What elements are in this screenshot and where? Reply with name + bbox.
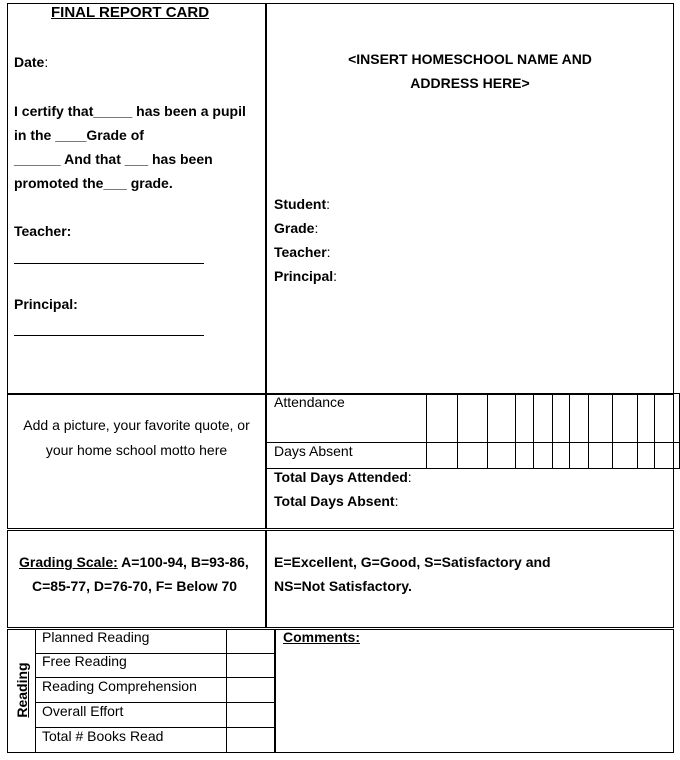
days-absent-cell[interactable] bbox=[655, 443, 680, 469]
certify-line-2: in the ____Grade of bbox=[14, 127, 144, 143]
attendance-cell[interactable] bbox=[516, 394, 534, 443]
teacher-row bbox=[274, 244, 331, 260]
student-label: Student bbox=[274, 196, 327, 212]
days-absent-cell[interactable] bbox=[637, 443, 655, 469]
date-label: Date bbox=[14, 54, 45, 70]
attendance-cell[interactable] bbox=[570, 394, 589, 443]
attendance-cell[interactable] bbox=[613, 394, 637, 443]
school-name-line-2: ADDRESS HERE> bbox=[410, 75, 530, 91]
days-absent-cell[interactable] bbox=[588, 443, 612, 469]
grading-scale-line-1 bbox=[19, 554, 249, 570]
student-row bbox=[274, 196, 330, 212]
days-absent-cell[interactable] bbox=[516, 443, 534, 469]
report-card-title: FINAL REPORT CARD bbox=[51, 4, 210, 21]
effort-scale-line-2: NS=Not Satisfactory. bbox=[274, 578, 412, 594]
picture-line-2: your home school motto here bbox=[45, 442, 228, 458]
attendance-cell[interactable] bbox=[588, 394, 612, 443]
reading-side-divider bbox=[35, 629, 36, 753]
student-colon: : bbox=[326, 196, 330, 212]
principal-colon: : bbox=[333, 268, 338, 284]
grading-scale-line-2: C=85-77, D=76-70, F= Below 70 bbox=[32, 578, 238, 594]
attendance-label: Attendance bbox=[274, 394, 345, 410]
comments-panel[interactable] bbox=[275, 629, 674, 753]
days-absent-label-cell bbox=[267, 443, 427, 469]
picture-panel[interactable] bbox=[7, 394, 266, 529]
principal-signature-line[interactable] bbox=[14, 335, 204, 336]
reading-row-label: Overall Effort bbox=[42, 703, 124, 719]
attendance-cell[interactable] bbox=[552, 394, 570, 443]
teacher-label: Teacher bbox=[274, 244, 327, 260]
grading-scale-label: Grading Scale: bbox=[19, 554, 118, 570]
reading-grade-cell[interactable] bbox=[226, 654, 275, 678]
days-absent-cell[interactable] bbox=[570, 443, 589, 469]
grade-row bbox=[274, 220, 318, 236]
teacher-signature-line[interactable] bbox=[14, 263, 204, 264]
attendance-cell[interactable] bbox=[533, 394, 552, 443]
attendance-label-cell bbox=[267, 394, 427, 443]
total-days-absent-row bbox=[274, 493, 398, 509]
total-days-absent-label: Total Days Absent bbox=[274, 493, 395, 509]
reading-grade-cell[interactable] bbox=[226, 703, 275, 728]
principal-signature-label: Principal: bbox=[14, 296, 78, 312]
date-colon: : bbox=[44, 54, 49, 70]
certify-line-4: promoted the___ grade. bbox=[14, 175, 173, 191]
teacher-signature-label: Teacher: bbox=[14, 223, 72, 239]
grade-colon: : bbox=[314, 220, 319, 236]
attendance-cell[interactable] bbox=[427, 394, 457, 443]
school-name-line-1: <INSERT HOMESCHOOL NAME AND bbox=[348, 51, 592, 67]
reading-grade-cell[interactable] bbox=[226, 678, 275, 703]
reading-row-label: Free Reading bbox=[42, 653, 127, 669]
days-absent-cell[interactable] bbox=[552, 443, 570, 469]
comments-label: Comments: bbox=[283, 629, 361, 645]
date-row bbox=[14, 54, 48, 70]
days-absent-cell[interactable] bbox=[533, 443, 552, 469]
principal-row bbox=[274, 268, 337, 284]
total-days-attended-label: Total Days Attended bbox=[274, 469, 408, 485]
total-days-attended-colon: : bbox=[407, 469, 412, 485]
effort-scale-line-1: E=Excellent, G=Good, S=Satisfactory and bbox=[274, 554, 551, 570]
reading-row-label: Reading Comprehension bbox=[42, 678, 197, 694]
grading-scale-values-1: A=100-94, B=93-86, bbox=[117, 554, 249, 570]
reading-row-label: Total # Books Read bbox=[42, 728, 164, 744]
principal-label: Principal bbox=[274, 268, 334, 284]
days-absent-cell[interactable] bbox=[457, 443, 487, 469]
reading-row-label: Planned Reading bbox=[42, 629, 150, 645]
certify-line-1: I certify that_____ has been a pupil bbox=[14, 103, 246, 119]
reading-side-label: Reading bbox=[14, 662, 30, 718]
days-absent-label: Days Absent bbox=[274, 443, 353, 459]
days-absent-cell[interactable] bbox=[487, 443, 515, 469]
attendance-cell[interactable] bbox=[487, 394, 515, 443]
reading-grade-cell[interactable] bbox=[226, 629, 275, 654]
total-days-attended-row bbox=[274, 469, 412, 485]
attendance-cell[interactable] bbox=[637, 394, 655, 443]
total-days-absent-colon: : bbox=[394, 493, 399, 509]
reading-grade-cell[interactable] bbox=[226, 728, 275, 753]
attendance-table bbox=[266, 393, 680, 469]
days-absent-cell[interactable] bbox=[613, 443, 637, 469]
picture-line-1: Add a picture, your favorite quote, or bbox=[23, 417, 250, 433]
certify-line-3: ______ And that ___ has been bbox=[14, 151, 213, 167]
teacher-colon: : bbox=[326, 244, 331, 260]
attendance-cell[interactable] bbox=[457, 394, 487, 443]
days-absent-cell[interactable] bbox=[427, 443, 457, 469]
grade-label: Grade bbox=[274, 220, 315, 236]
attendance-cell[interactable] bbox=[655, 394, 680, 443]
